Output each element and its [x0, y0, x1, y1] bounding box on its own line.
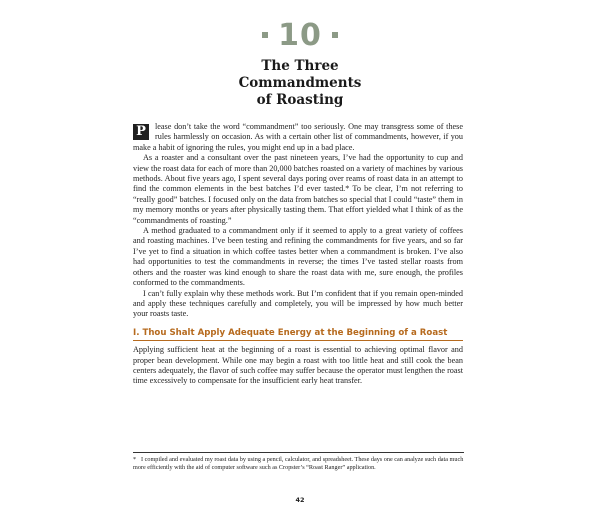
left-bullet-icon [262, 32, 268, 38]
section-paragraph: Applying sufficient heat at the beginning of a roast is essential to achieving optimal flavor and proper bean development. While one may begin a roast with too little heat and still cook the bean centers adequately, the flavor of such coffee may suffer because the operator must lengthen the roast time excessively to compensate for the insufficient early heat transfer. [133, 345, 463, 386]
body-text [133, 122, 463, 387]
chapter-title-line: The Three [261, 58, 339, 74]
right-bullet-icon [332, 32, 338, 38]
intro-paragraph-text: lease don’t take the word “commandment” too seriously. One may transgress some of these rules harmlessly on occasion. As with a certain other list of commandments, however, if you make a habit of ignoring the rules, you might end up in a bad place. [133, 122, 463, 152]
chapter-title-line: Commandments [238, 75, 362, 91]
chapter-number-text: 10 [278, 18, 322, 53]
drop-cap: P [133, 124, 149, 140]
footnote-divider [133, 452, 464, 453]
paragraph: A method graduated to a commandment only if it seemed to apply to a great variety of coffees and roasting machines. I’ve been testing and refining the commandments for five years, and so far I’ve yet to find a situation in which coffee tastes better when a commandment is broken. I’ve also had opportunities to test the commandments in reverse; the times I’ve tasted stellar roasts from others and the roaster was kind enough to share the roast data with me, sure enough, the profiles conformed to the commandments. [133, 226, 463, 288]
intro-paragraph [133, 122, 463, 153]
section-heading: I. Thou Shalt Apply Adequate Energy at the Beginning of a Roast [133, 328, 463, 341]
footnote-marker: * [133, 456, 137, 463]
footnote [133, 456, 464, 472]
chapter-title [0, 58, 600, 109]
paragraph: As a roaster and a consultant over the past nineteen years, I’ve had the opportunity to cup and view the roast data for each of more than 20,000 batches roasted on a variety of machines by various methods. About five years ago, I spent several days poring over reams of roast data in an attempt to find the common elements in the best batches I’d ever tasted.* To be clear, I’m not referring to “really good” batches. I focused only on the data from batches so special that I could “taste” them in my memory months or years after physically tasting them. That effort yielded what I think of as the “commandments of roasting.” [133, 153, 463, 225]
paragraph: I can’t fully explain why these methods work. But I’m confident that if you remain open-minded and apply these techniques carefully and completely, you will be impressed by how much better your roasts taste. [133, 288, 463, 319]
chapter-title-line: of Roasting [256, 92, 344, 108]
footnote-text: I compiled and evaluated my roast data by using a pencil, calculator, and spreadsheet. These days one can analyze such data much more efficiently with the aid of computer software such as Cropster’s “Roast Ranger” application. [133, 456, 464, 471]
chapter-number [0, 18, 600, 53]
page-number: 42 [295, 496, 305, 504]
